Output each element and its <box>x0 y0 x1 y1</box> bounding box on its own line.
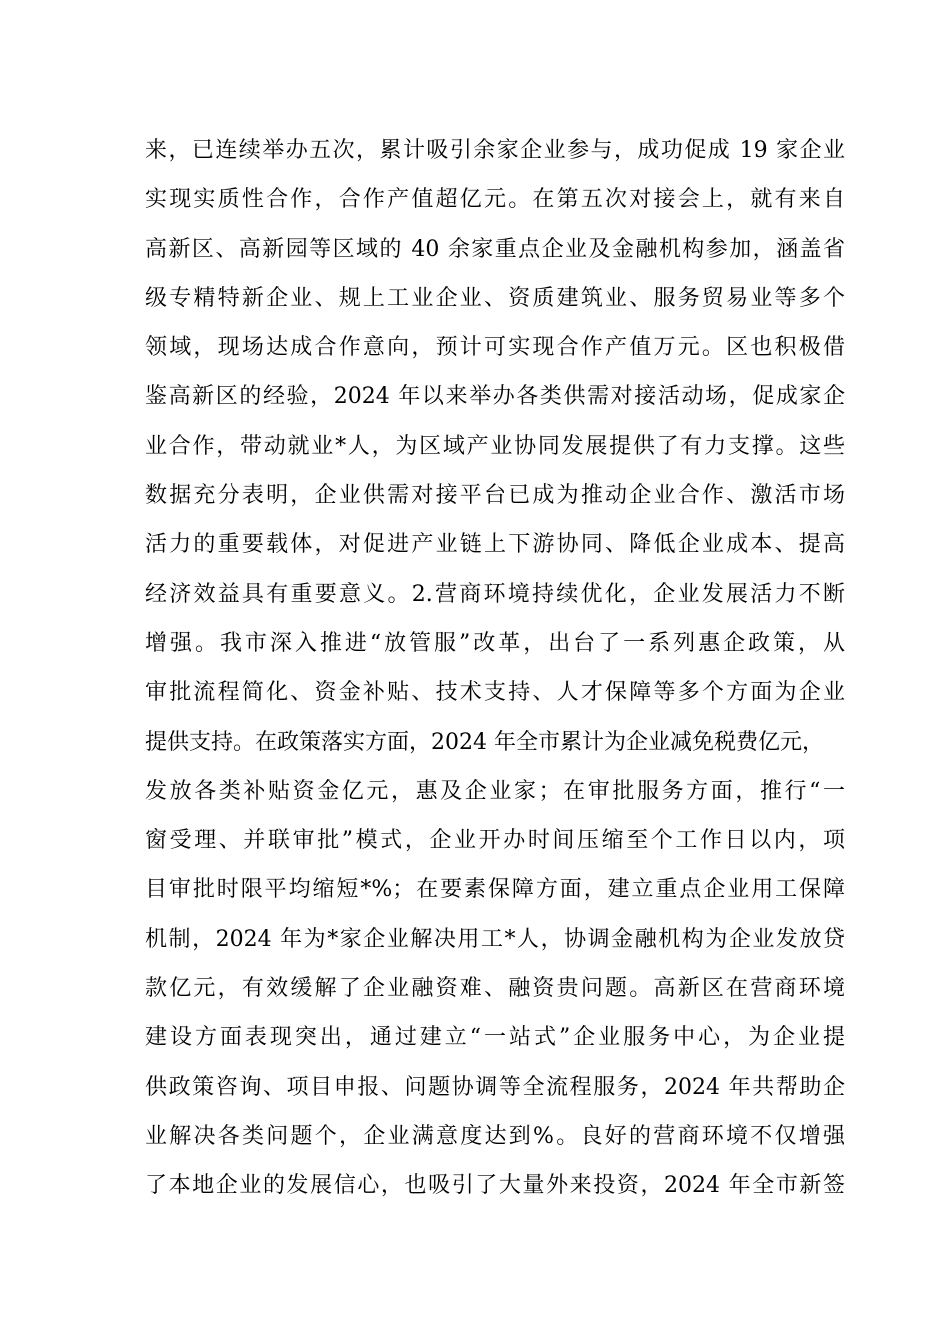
text-line: 级专精特新企业、规上工业企业、资质建筑业、服务贸易业等多个 <box>145 285 845 311</box>
text-line: 业解决各类问题个，企业满意度达到%。良好的营商环境不仅增强 <box>145 1123 845 1149</box>
text-line: 提供支持。在政策落实方面，2024 年全市累计为企业减免税费亿元， <box>145 729 824 755</box>
text-line: 增强。我市深入推进“放管服”改革，出台了一系列惠企政策，从 <box>145 630 845 656</box>
text-line: 了本地企业的发展信心，也吸引了大量外来投资，2024 年全市新签 <box>145 1173 845 1199</box>
text-line: 鉴高新区的经验，2024 年以来举办各类供需对接活动场，促成家企 <box>145 384 845 410</box>
body-paragraph <box>145 126 845 1211</box>
text-line: 实现实质性合作，合作产值超亿元。在第五次对接会上，就有来自 <box>145 187 845 213</box>
text-line: 活力的重要载体，对促进产业链上下游协同、降低企业成本、提高 <box>145 532 845 558</box>
text-line: 高新区、高新园等区域的 40 余家重点企业及金融机构参加，涵盖省 <box>145 236 845 262</box>
text-line: 机制，2024 年为*家企业解决用工*人，协调金融机构为企业发放贷 <box>145 926 845 952</box>
text-line: 窗受理、并联审批”模式，企业开办时间压缩至个工作日以内，项 <box>145 828 845 854</box>
text-line: 业合作，带动就业*人，为区域产业协同发展提供了有力支撑。这些 <box>145 433 845 459</box>
text-line: 数据充分表明，企业供需对接平台已成为推动企业合作、激活市场 <box>145 483 845 509</box>
text-line: 发放各类补贴资金亿元，惠及企业家；在审批服务方面，推行“一 <box>145 778 845 804</box>
text-line: 建设方面表现突出，通过建立“一站式”企业服务中心，为企业提 <box>145 1025 845 1051</box>
text-line: 目审批时限平均缩短*%；在要素保障方面，建立重点企业用工保障 <box>145 877 845 903</box>
text-line: 领域，现场达成合作意向，预计可实现合作产值万元。区也积极借 <box>145 335 845 361</box>
text-line: 款亿元，有效缓解了企业融资难、融资贵问题。高新区在营商环境 <box>145 976 845 1002</box>
text-line: 经济效益具有重要意义。2.营商环境持续优化，企业发展活力不断 <box>145 581 845 607</box>
text-line: 审批流程简化、资金补贴、技术支持、人才保障等多个方面为企业 <box>145 680 845 706</box>
text-line: 供政策咨询、项目申报、问题协调等全流程服务，2024 年共帮助企 <box>145 1074 845 1100</box>
text-line: 来，已连续举办五次，累计吸引余家企业参与，成功促成 19 家企业 <box>145 138 845 163</box>
